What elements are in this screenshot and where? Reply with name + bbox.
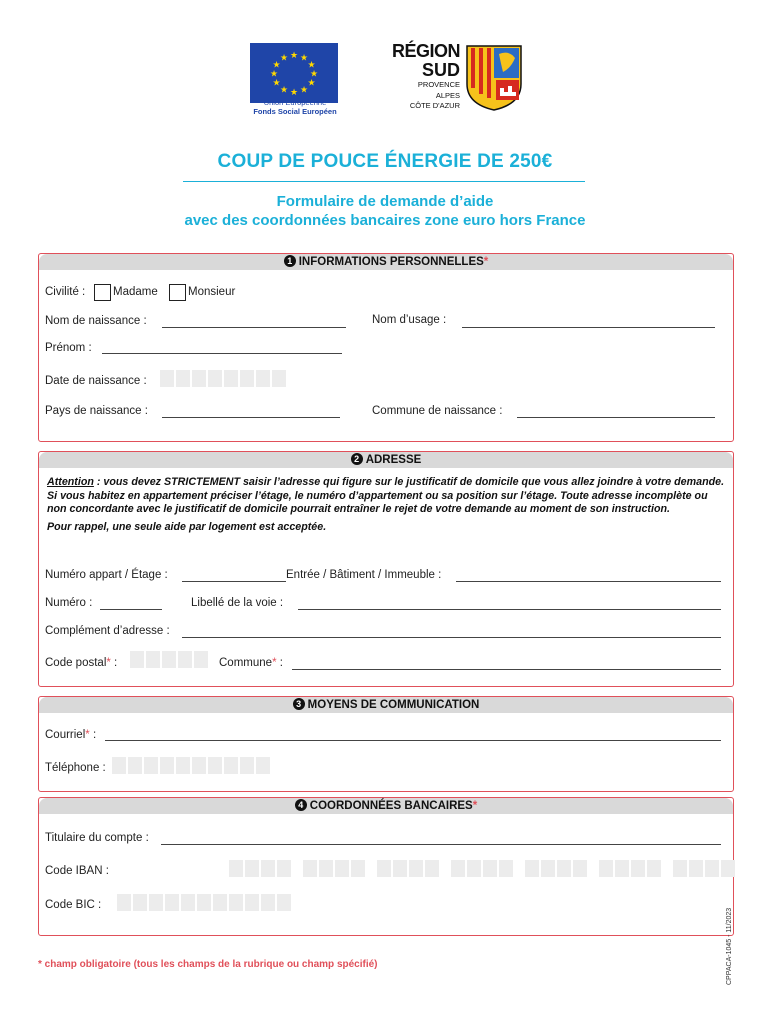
- numero-label: Numéro :: [45, 597, 93, 609]
- page-subtitle: [0, 192, 770, 230]
- commune-naissance-field[interactable]: [517, 417, 715, 418]
- section-adresse: [38, 451, 734, 687]
- date-naissance-field[interactable]: [160, 370, 286, 387]
- eu-flag-logo: [250, 43, 338, 103]
- document-reference-code: CPPACA-1045 - 11/2023: [726, 907, 733, 985]
- section-coordonnees-bancaires: [38, 797, 734, 936]
- nom-naissance-label: Nom de naissance :: [45, 315, 147, 327]
- prenom-field[interactable]: [102, 353, 342, 354]
- numero-field[interactable]: [100, 609, 162, 610]
- madame-label: Madame: [113, 286, 158, 298]
- monsieur-label: Monsieur: [188, 286, 236, 298]
- eu-stars-icon: [250, 43, 338, 103]
- complement-label: Complément d’adresse :: [45, 625, 170, 637]
- telephone-field[interactable]: [112, 757, 270, 774]
- libelle-voie-field[interactable]: [298, 609, 721, 610]
- region-line5: CÔTE D'AZUR: [409, 101, 460, 110]
- subtitle-line1: Formulaire de demande d’aide: [276, 193, 494, 210]
- courriel-label: Courriel* :: [45, 729, 97, 741]
- svg-text:★: ★: [309, 69, 319, 80]
- entree-label: Entrée / Bâtiment / Immeuble :: [286, 569, 442, 581]
- section-title: ADRESSE: [365, 454, 422, 466]
- civilite-label: Civilité :: [45, 286, 86, 298]
- region-line3: PROVENCE: [417, 80, 460, 89]
- titulaire-label: Titulaire du compte :: [45, 832, 149, 844]
- date-naissance-label: Date de naissance :: [45, 375, 147, 387]
- section-title: MOYENS DE COMMUNICATION: [307, 699, 480, 711]
- svg-text:★: ★: [307, 60, 316, 71]
- svg-text:★: ★: [269, 69, 279, 80]
- numero-appart-label: Numéro appart / Étage :: [45, 569, 168, 581]
- svg-text:★: ★: [289, 51, 299, 61]
- bic-label: Code BIC :: [45, 899, 102, 911]
- titulaire-field[interactable]: [161, 844, 721, 845]
- nom-usage-label: Nom d’usage :: [372, 314, 447, 326]
- required-star: *: [472, 800, 478, 812]
- attention-notice: [47, 476, 727, 535]
- section-header: [39, 798, 733, 814]
- page-title: COUP DE POUCE ÉNERGIE DE 250€: [217, 151, 553, 172]
- code-postal-label: Code postal* :: [45, 657, 118, 669]
- rappel-text: Pour rappel, une seule aide par logement est acceptée.: [47, 521, 327, 534]
- section-informations-personnelles: [38, 253, 734, 442]
- attention-text: : vous devez STRICTEMENT saisir l’adresse qui figure sur le justificatif de domicile que vous allez joindre à votre demande. Si vous habitez en appartement préciser l’étage, le numéro d’appartement ou sa position sur l’étage. Toute adresse incomplète ou non concordante avec le justificatif de domicile pourrait entraîner le rejet de votre demande au moment de son instruction.: [47, 476, 725, 516]
- section-number-badge: 1: [284, 255, 296, 267]
- section-header: [39, 452, 733, 468]
- title-underline: [183, 181, 585, 182]
- region-line4: ALPES: [435, 90, 460, 100]
- libelle-voie-label: Libellé de la voie :: [191, 597, 284, 609]
- commune-field[interactable]: [292, 669, 721, 670]
- pays-naissance-label: Pays de naissance :: [45, 405, 148, 417]
- attention-word: Attention: [47, 476, 94, 488]
- section-header: [39, 697, 733, 713]
- prenom-label: Prénom :: [45, 342, 92, 354]
- section-moyens-communication: [38, 696, 734, 792]
- section-number-badge: 4: [295, 799, 307, 811]
- madame-checkbox[interactable]: [94, 284, 111, 301]
- svg-text:★: ★: [307, 78, 316, 89]
- section-header: [39, 254, 733, 270]
- svg-text:★: ★: [299, 85, 309, 96]
- section-number-badge: 2: [351, 453, 363, 465]
- bic-field[interactable]: [117, 894, 291, 911]
- courriel-field[interactable]: [105, 740, 721, 741]
- required-footnote: * champ obligatoire (tous les champs de la rubrique ou champ spécifié): [38, 959, 378, 970]
- iban-label: Code IBAN :: [45, 865, 109, 877]
- pays-naissance-field[interactable]: [162, 417, 340, 418]
- svg-text:★: ★: [272, 60, 281, 71]
- commune-label: Commune* :: [219, 657, 283, 669]
- complement-field[interactable]: [182, 637, 721, 638]
- entree-field[interactable]: [456, 581, 721, 582]
- numero-appart-field[interactable]: [182, 581, 286, 582]
- telephone-label: Téléphone :: [45, 762, 106, 774]
- svg-text:★: ★: [279, 53, 289, 64]
- monsieur-checkbox[interactable]: [169, 284, 186, 301]
- region-shield-icon: [465, 44, 523, 112]
- section-title: COORDONNÉES BANCAIRES: [309, 800, 473, 812]
- region-sud-logo: [370, 42, 460, 111]
- code-postal-field[interactable]: [130, 651, 208, 668]
- eu-caption-line2: Fonds Social Européen: [253, 107, 337, 116]
- nom-naissance-field[interactable]: [162, 327, 346, 328]
- eu-caption-line1: Union Européenne: [263, 98, 327, 107]
- region-line2: SUD: [421, 60, 460, 80]
- svg-text:★: ★: [272, 78, 281, 89]
- region-line1: RÉGION: [391, 41, 460, 61]
- svg-text:★: ★: [279, 85, 289, 96]
- svg-text:★: ★: [289, 88, 299, 98]
- iban-field[interactable]: [229, 860, 735, 877]
- eu-caption: [245, 98, 345, 116]
- nom-usage-field[interactable]: [462, 327, 715, 328]
- required-star: *: [483, 256, 489, 268]
- commune-naissance-label: Commune de naissance :: [372, 405, 503, 417]
- section-title: INFORMATIONS PERSONNELLES: [298, 256, 484, 268]
- svg-text:★: ★: [299, 53, 309, 64]
- section-number-badge: 3: [293, 698, 305, 710]
- subtitle-line2: avec des coordonnées bancaires zone euro hors France: [184, 212, 586, 229]
